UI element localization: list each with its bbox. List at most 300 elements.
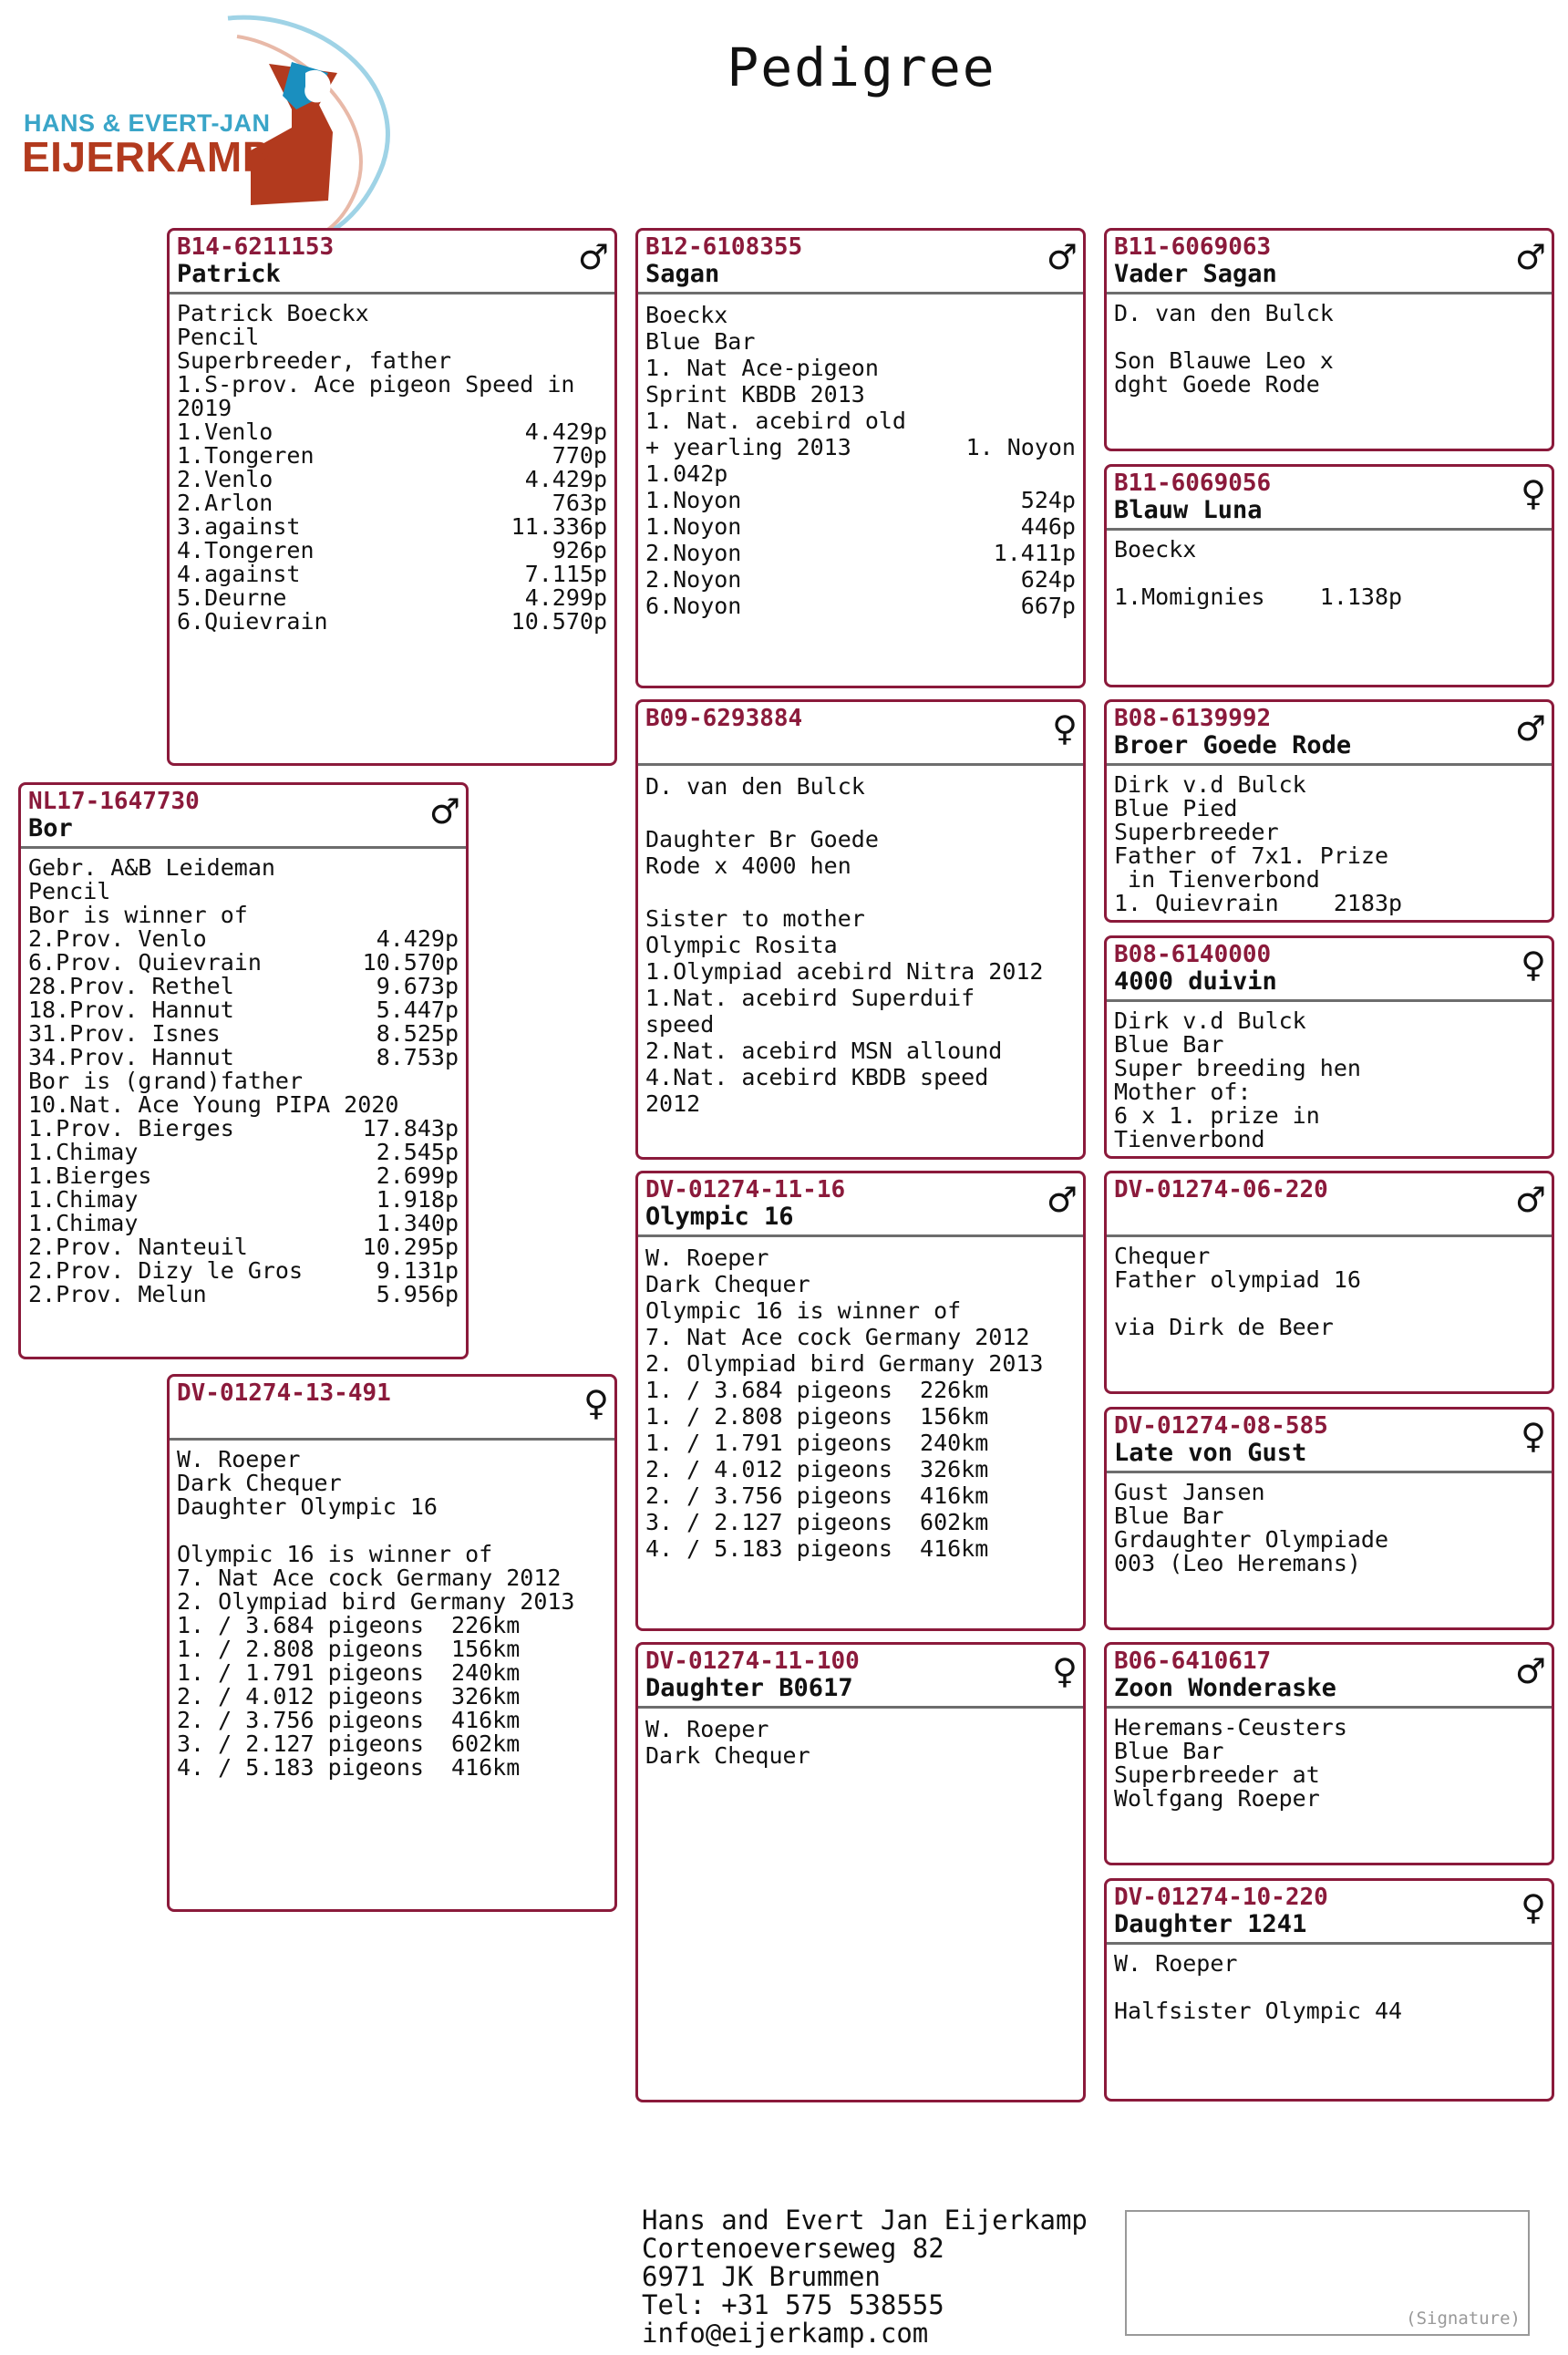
detail-text: 4.Tongeren	[177, 537, 315, 563]
detail-line	[28, 1141, 459, 1164]
detail-line	[1114, 1740, 1544, 1763]
ring-number: B08-6140000	[1114, 941, 1272, 968]
detail-line	[177, 1685, 607, 1709]
detail-text: 1.Prov. Bierges	[28, 1115, 234, 1141]
detail-line	[1114, 1552, 1544, 1575]
detail-text: 1.Chimay	[28, 1139, 139, 1165]
detail-text: Grdaughter Olympiade	[1114, 1526, 1389, 1553]
detail-text: 7. Nat Ace cock Germany 2012	[645, 1324, 1030, 1350]
detail-line	[177, 1448, 607, 1472]
detail-text: 2.Prov. Melun	[28, 1281, 207, 1307]
detail-text: Halfsister Olympic 44	[1114, 1998, 1403, 2024]
detail-line	[28, 1259, 459, 1283]
signature-box[interactable]	[1125, 2210, 1530, 2336]
card-header	[638, 1173, 1083, 1237]
detail-text: 1.Nat. acebird Superduif	[645, 985, 975, 1011]
detail-value: 4.299p	[524, 584, 607, 611]
card-header	[638, 702, 1083, 766]
detail-text: Chequer	[1114, 1243, 1211, 1269]
detail-line	[645, 593, 1076, 619]
detail-text: 2. Olympiad bird Germany 2013	[177, 1588, 575, 1615]
logo-text-line1: HANS & EVERT-JAN	[24, 109, 271, 137]
detail-line	[645, 408, 1076, 434]
detail-line	[645, 540, 1076, 566]
detail-line	[177, 563, 607, 586]
detail-line	[645, 1535, 1076, 1562]
detail-line	[645, 1324, 1076, 1350]
detail-line	[28, 1212, 459, 1235]
detail-value: 5.447p	[376, 997, 459, 1023]
detail-value: 10.570p	[362, 949, 459, 976]
detail-line	[177, 1614, 607, 1637]
detail-text: 1. / 3.684 pigeons 226km	[177, 1612, 521, 1638]
address-street: Cortenoeverseweg 82	[642, 2233, 944, 2264]
detail-text: 3. / 2.127 pigeons 602km	[177, 1730, 521, 1757]
detail-text: 1. Nat. acebird old	[645, 408, 906, 434]
card-details	[1107, 1002, 1552, 1152]
detail-line	[645, 1430, 1076, 1456]
detail-line	[177, 1566, 607, 1590]
detail-line	[177, 397, 607, 420]
detail-text: dght Goede Rode	[1114, 371, 1320, 398]
ring-number: DV-01274-06-220	[1114, 1176, 1328, 1203]
pigeon-name: Blauw Luna	[1114, 496, 1263, 524]
pigeon-card-mother	[167, 1374, 617, 1912]
pigeon-card-mmf	[1104, 1642, 1554, 1865]
detail-text: in Tienverbond	[1114, 866, 1320, 893]
detail-line	[1114, 892, 1544, 915]
detail-text: Mother of:	[1114, 1079, 1252, 1105]
pigeon-name: Sagan	[645, 260, 720, 288]
detail-line	[177, 325, 607, 349]
pigeon-name: Daughter 1241	[1114, 1910, 1307, 1938]
card-details	[170, 1441, 614, 1780]
detail-text: 1.Bierges	[28, 1162, 152, 1189]
detail-line	[645, 460, 1076, 487]
detail-line	[645, 958, 1076, 985]
detail-value: 8.525p	[376, 1020, 459, 1047]
detail-line	[1114, 773, 1544, 797]
detail-line	[177, 1519, 607, 1543]
detail-text: 1.Olympiad acebird Nitra 2012	[645, 958, 1044, 985]
detail-line	[645, 1090, 1076, 1117]
detail-text: Dark Chequer	[177, 1470, 342, 1496]
detail-text: speed	[645, 1011, 715, 1038]
detail-value: 5.956p	[376, 1281, 459, 1307]
detail-text: 2.Prov. Nanteuil	[28, 1234, 248, 1260]
pigeon-card-mmm	[1104, 1878, 1554, 2102]
detail-line	[1114, 562, 1544, 585]
detail-line	[28, 1022, 459, 1046]
detail-line	[1114, 868, 1544, 892]
detail-text: Olympic 16 is winner of	[645, 1297, 962, 1324]
detail-text: 2.Arlon	[177, 490, 273, 516]
detail-text: via Dirk de Beer	[1114, 1314, 1334, 1340]
detail-text: Super breeding hen	[1114, 1055, 1361, 1081]
pigeon-name: Olympic 16	[645, 1203, 794, 1231]
detail-line	[177, 468, 607, 491]
detail-line	[645, 302, 1076, 328]
detail-text: 2. / 3.756 pigeons 416km	[645, 1482, 989, 1509]
card-details	[1107, 766, 1552, 915]
pigeon-card-fmf	[1104, 699, 1554, 923]
card-details	[1107, 1473, 1552, 1575]
detail-text: 1. / 3.684 pigeons 226km	[645, 1377, 989, 1403]
ring-number: DV-01274-11-16	[645, 1176, 846, 1203]
detail-line	[177, 1756, 607, 1780]
pigeon-name	[645, 732, 1076, 759]
detail-line	[1114, 1057, 1544, 1080]
brand-logo	[18, 9, 401, 237]
detail-text: Father of 7x1. Prize	[1114, 842, 1389, 869]
detail-text: Dark Chequer	[645, 1271, 810, 1297]
address-city: 6971 JK Brummen	[642, 2261, 881, 2292]
detail-line	[645, 487, 1076, 513]
detail-line	[28, 1046, 459, 1069]
detail-text: Wolfgang Roeper	[1114, 1785, 1320, 1812]
ring-number: B09-6293884	[645, 705, 803, 732]
detail-value: 763p	[552, 490, 607, 516]
detail-line	[645, 434, 1076, 460]
detail-line	[1114, 844, 1544, 868]
detail-text: Superbreeder at	[1114, 1761, 1320, 1788]
ring-number: DV-01274-13-491	[177, 1379, 391, 1407]
male-symbol-icon: ♂	[1514, 1651, 1546, 1691]
detail-line	[177, 515, 607, 539]
detail-text: 2.Prov. Venlo	[28, 925, 207, 952]
detail-line	[645, 1038, 1076, 1064]
detail-line	[645, 852, 1076, 879]
detail-text: 2.Noyon	[645, 540, 742, 566]
detail-line	[28, 1093, 459, 1117]
detail-line	[177, 373, 607, 397]
detail-line	[28, 998, 459, 1022]
detail-line	[1114, 1716, 1544, 1740]
detail-text: Patrick Boeckx	[177, 300, 369, 326]
card-details	[170, 294, 614, 634]
detail-line	[645, 328, 1076, 355]
detail-line	[1114, 821, 1544, 844]
pigeon-name	[177, 1407, 607, 1433]
card-details	[638, 1709, 1083, 1769]
detail-text: 5.Deurne	[177, 584, 287, 611]
detail-text: 4. / 5.183 pigeons 416km	[177, 1754, 521, 1781]
pigeon-name: Zoon Wonderaske	[1114, 1674, 1336, 1702]
detail-value: 2.699p	[376, 1162, 459, 1189]
detail-line	[1114, 1292, 1544, 1316]
detail-text: 10.Nat. Ace Young PIPA 2020	[28, 1091, 399, 1118]
detail-line	[645, 826, 1076, 852]
detail-text: 1.Chimay	[28, 1186, 139, 1213]
detail-text: Rode x 4000 hen	[645, 852, 851, 879]
detail-line	[1114, 1268, 1544, 1292]
pigeon-name: 4000 duivin	[1114, 967, 1277, 996]
detail-line	[177, 610, 607, 634]
male-symbol-icon: ♂	[1514, 1180, 1546, 1220]
detail-line	[1114, 585, 1544, 609]
detail-text: Dark Chequer	[645, 1742, 810, 1769]
detail-text: Dirk v.d Bulck	[1114, 1007, 1306, 1034]
detail-line	[177, 1661, 607, 1685]
detail-text: + yearling 2013	[645, 434, 851, 460]
detail-line	[1114, 302, 1544, 325]
detail-value: 1.411p	[993, 540, 1076, 566]
detail-text: 1.Momignies 1.138p	[1114, 584, 1403, 610]
detail-text: Daughter Olympic 16	[177, 1493, 438, 1520]
detail-line	[1114, 1504, 1544, 1528]
male-symbol-icon: ♂	[428, 791, 460, 831]
detail-text: Daughter Br Goede	[645, 826, 879, 852]
detail-line	[645, 773, 1076, 800]
detail-text: 1. / 1.791 pigeons 240km	[177, 1659, 521, 1686]
detail-text: Pencil	[28, 878, 111, 904]
detail-value: 17.843p	[362, 1115, 459, 1141]
card-details	[1107, 1709, 1552, 1811]
detail-text: 2.Nat. acebird MSN allound	[645, 1038, 1003, 1064]
detail-text: 3.against	[177, 513, 301, 540]
detail-line	[177, 491, 607, 515]
detail-text: 2. / 4.012 pigeons 326km	[177, 1683, 521, 1709]
detail-line	[645, 800, 1076, 826]
detail-value: 2.545p	[376, 1139, 459, 1165]
detail-text: 4.against	[177, 561, 301, 587]
ring-number: DV-01274-11-100	[645, 1647, 860, 1675]
card-details	[638, 1237, 1083, 1562]
detail-text: 1. Nat Ace-pigeon	[645, 355, 879, 381]
card-details	[1107, 294, 1552, 397]
pigeon-card-subject	[18, 782, 469, 1359]
card-header	[1107, 467, 1552, 531]
detail-line	[1114, 1033, 1544, 1057]
detail-text: Blue Bar	[1114, 1503, 1224, 1529]
detail-text: 2019	[177, 395, 232, 421]
card-header	[170, 231, 614, 294]
detail-text: Father olympiad 16	[1114, 1266, 1361, 1293]
ring-number: NL17-1647730	[28, 788, 200, 815]
detail-line	[645, 1271, 1076, 1297]
detail-line	[645, 1064, 1076, 1090]
detail-line	[1114, 373, 1544, 397]
male-symbol-icon: ♂	[1514, 237, 1546, 277]
detail-line	[645, 381, 1076, 408]
detail-line	[645, 905, 1076, 932]
detail-line	[1114, 1104, 1544, 1128]
detail-text: 6 x 1. prize in	[1114, 1102, 1320, 1129]
detail-line	[177, 586, 607, 610]
card-header	[1107, 1881, 1552, 1945]
pigeon-card-mf	[635, 1171, 1086, 1631]
detail-text: Bor is (grand)father	[28, 1068, 304, 1094]
detail-line	[177, 349, 607, 373]
detail-text: Blue Bar	[1114, 1738, 1224, 1764]
detail-line	[1114, 1999, 1544, 2023]
detail-line	[1114, 325, 1544, 349]
detail-text: Sprint KBDB 2013	[645, 381, 865, 408]
ring-number: DV-01274-08-585	[1114, 1412, 1328, 1440]
female-symbol-icon: ♀	[1052, 708, 1078, 749]
signature-label: (Signature)	[1406, 2309, 1521, 2329]
page-title: Pedigree	[727, 36, 996, 98]
ring-number: B06-6410617	[1114, 1647, 1272, 1675]
detail-text: 3. / 2.127 pigeons 602km	[645, 1509, 989, 1535]
detail-value: 1. Noyon	[965, 434, 1076, 460]
detail-value: 4.429p	[524, 466, 607, 492]
detail-text: 1.Noyon	[645, 487, 742, 513]
female-symbol-icon: ♀	[1521, 1887, 1546, 1927]
detail-text: Blue Pied	[1114, 795, 1238, 821]
card-details	[21, 849, 466, 1307]
detail-line	[28, 927, 459, 951]
detail-text: 1.Tongeren	[177, 442, 315, 469]
detail-text: 2. / 4.012 pigeons 326km	[645, 1456, 989, 1482]
detail-text: Boeckx	[645, 302, 728, 328]
detail-text: 4.Nat. acebird KBDB speed	[645, 1064, 989, 1090]
card-details	[1107, 1237, 1552, 1339]
card-header	[1107, 702, 1552, 766]
male-symbol-icon: ♂	[1514, 708, 1546, 749]
female-symbol-icon: ♀	[1521, 1416, 1546, 1456]
detail-text: D. van den Bulck	[1114, 300, 1334, 326]
detail-value: 4.429p	[524, 418, 607, 445]
pigeon-card-father	[167, 228, 617, 766]
detail-line	[1114, 1128, 1544, 1152]
detail-text: 34.Prov. Hannut	[28, 1044, 234, 1070]
detail-text: D. van den Bulck	[645, 773, 865, 800]
detail-value: 4.429p	[376, 925, 459, 952]
detail-line	[177, 1590, 607, 1614]
detail-value: 624p	[1020, 566, 1076, 593]
detail-line	[1114, 1976, 1544, 1999]
detail-text: Superbreeder, father	[177, 347, 452, 374]
detail-line	[645, 566, 1076, 593]
card-details	[1107, 1945, 1552, 2023]
detail-text: 2012	[645, 1090, 701, 1117]
address-email: info@eijerkamp.com	[642, 2318, 929, 2349]
detail-text: Pencil	[177, 324, 260, 350]
detail-line	[1114, 1245, 1544, 1268]
detail-line	[1114, 1080, 1544, 1104]
card-header	[638, 1645, 1083, 1709]
detail-text: W. Roeper	[645, 1716, 769, 1742]
detail-text: 1.Venlo	[177, 418, 273, 445]
detail-text: Heremans-Ceusters	[1114, 1714, 1347, 1740]
detail-line	[28, 904, 459, 927]
detail-text: 28.Prov. Rethel	[28, 973, 234, 999]
detail-text: 2. / 3.756 pigeons 416km	[177, 1707, 521, 1733]
detail-text: 4. / 5.183 pigeons 416km	[645, 1535, 989, 1562]
detail-text: Boeckx	[1114, 536, 1197, 563]
card-header	[170, 1377, 614, 1441]
detail-text: Dirk v.d Bulck	[1114, 771, 1306, 798]
detail-text: Blue Bar	[645, 328, 756, 355]
female-symbol-icon: ♀	[1521, 473, 1546, 513]
ring-number: B08-6139992	[1114, 705, 1272, 732]
detail-line	[177, 1543, 607, 1566]
ring-number: B12-6108355	[645, 233, 803, 261]
card-header	[1107, 1645, 1552, 1709]
female-symbol-icon: ♀	[1521, 945, 1546, 985]
card-header	[21, 785, 466, 849]
pigeon-card-fmm	[1104, 935, 1554, 1159]
detail-line	[1114, 1787, 1544, 1811]
detail-text: 1.042p	[645, 460, 728, 487]
detail-text: 2.Noyon	[645, 566, 742, 593]
female-symbol-icon: ♀	[1052, 1651, 1078, 1691]
detail-text: Olympic 16 is winner of	[177, 1541, 493, 1567]
detail-value: 8.753p	[376, 1044, 459, 1070]
card-details	[638, 294, 1083, 619]
detail-value: 9.131p	[376, 1257, 459, 1284]
pigeon-name: Daughter B0617	[645, 1674, 853, 1702]
detail-text: Son Blauwe Leo x	[1114, 347, 1334, 374]
detail-line	[645, 1509, 1076, 1535]
male-symbol-icon: ♂	[1046, 237, 1078, 277]
detail-line	[645, 1297, 1076, 1324]
male-symbol-icon: ♂	[1046, 1180, 1078, 1220]
breeder-address	[642, 2206, 1088, 2348]
detail-line	[28, 951, 459, 975]
detail-value: 926p	[552, 537, 607, 563]
card-details	[1107, 531, 1552, 609]
detail-line	[28, 1188, 459, 1212]
detail-text: Gust Jansen	[1114, 1479, 1265, 1505]
detail-line	[1114, 1952, 1544, 1976]
detail-line	[177, 302, 607, 325]
card-header	[1107, 231, 1552, 294]
detail-line	[1114, 797, 1544, 821]
detail-line	[177, 444, 607, 468]
detail-line	[177, 1637, 607, 1661]
detail-text: 6.Noyon	[645, 593, 742, 619]
detail-text: Tienverbond	[1114, 1126, 1265, 1152]
detail-text: W. Roeper	[177, 1446, 301, 1472]
detail-text: 6.Quievrain	[177, 608, 328, 635]
card-header	[1107, 938, 1552, 1002]
detail-text: W. Roeper	[645, 1245, 769, 1271]
detail-value: 667p	[1020, 593, 1076, 619]
detail-line	[177, 1732, 607, 1756]
detail-value: 9.673p	[376, 973, 459, 999]
detail-text: 003 (Leo Heremans)	[1114, 1550, 1361, 1576]
detail-line	[645, 1403, 1076, 1430]
detail-text: Superbreeder	[1114, 819, 1279, 845]
card-details	[638, 766, 1083, 1117]
pigeon-card-ffm	[1104, 464, 1554, 687]
detail-text: 1.S-prov. Ace pigeon Speed in	[177, 371, 575, 398]
detail-text: Sister to mother	[645, 905, 865, 932]
detail-line	[1114, 1481, 1544, 1504]
detail-text: 1. / 1.791 pigeons 240km	[645, 1430, 989, 1456]
female-symbol-icon: ♀	[583, 1383, 609, 1423]
pigeon-name: Late von Gust	[1114, 1439, 1307, 1467]
detail-line	[28, 975, 459, 998]
detail-text: 1. / 2.808 pigeons 156km	[177, 1636, 521, 1662]
pigeon-name: Patrick	[177, 260, 281, 288]
ring-number: B11-6069063	[1114, 233, 1272, 261]
detail-line	[177, 1709, 607, 1732]
pigeon-card-ff	[635, 228, 1086, 688]
detail-line	[28, 856, 459, 880]
pigeon-name: Bor	[28, 814, 73, 842]
detail-line	[645, 1742, 1076, 1769]
detail-line	[645, 985, 1076, 1011]
ring-number: DV-01274-10-220	[1114, 1884, 1328, 1911]
pigeon-card-fm	[635, 699, 1086, 1160]
detail-line	[1114, 1763, 1544, 1787]
detail-text: 1. Quievrain 2183p	[1114, 890, 1403, 916]
detail-line	[645, 1350, 1076, 1377]
detail-value: 11.336p	[511, 513, 607, 540]
